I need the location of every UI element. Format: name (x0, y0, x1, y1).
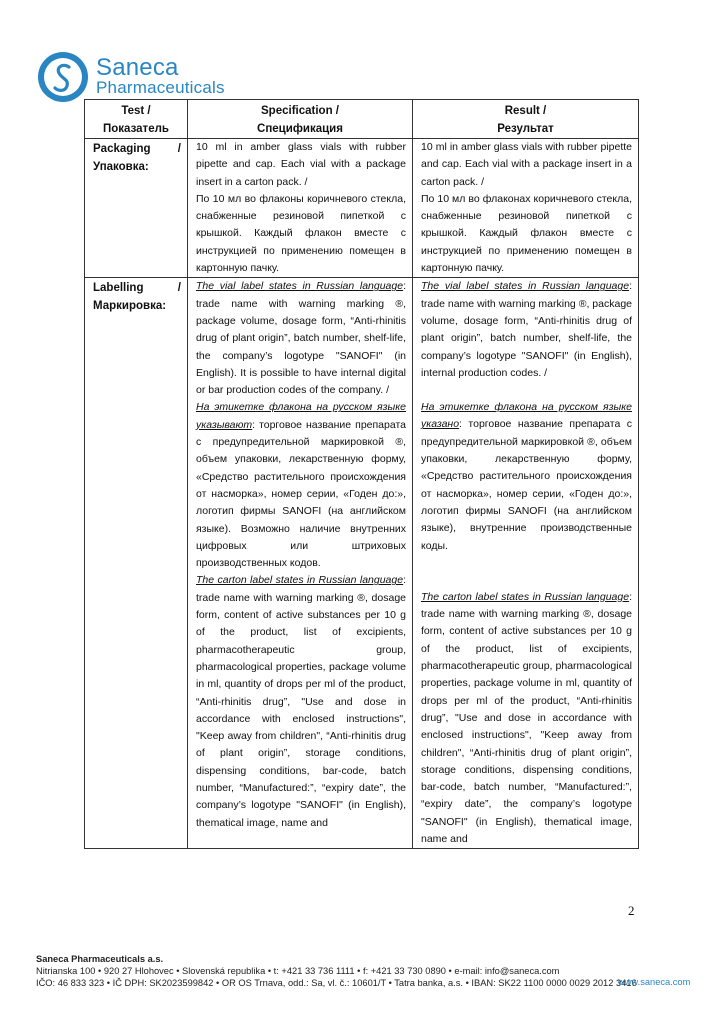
test-packaging: Packaging / Упаковка: (85, 139, 188, 278)
spec-vial-ru: На этикетке флакона на русском языке указывают: торговое название препарата с предупредительной маркировкой ®, объем упаковки, лекарственную форму, «Средство растительного происхождения от насморка», номер серии, «Годен до:», логотип фирмы SANOFI (на английском языке). Возможно наличие внутренних цифровых или штриховых производственных кодов. (196, 401, 406, 570)
footer-company: Saneca Pharmaceuticals a.s. (36, 954, 164, 964)
result-labelling (413, 278, 639, 849)
result-vial-en: The vial label states in Russian language: trade name with warning marking ®, package volume, dosage form, “Anti-rhinitis drug of plant origin”, batch number, shelf-life, the company’s logotype "SANOFI" (in English), internal production codes. / (421, 280, 632, 379)
spec-vial-en: The vial label states in Russian language: trade name with warning marking ®, package volume, dosage form, “Anti-rhinitis drug of plant origin”, batch number, shelf-life, the company’s logotype "SANOFI" (in English). It is possible to have internal digital or bar production codes of the company. / (196, 280, 406, 397)
company-subtitle: Pharmaceuticals (96, 78, 225, 97)
spec-carton: The carton label states in Russian language: trade name with warning marking ®, dosage form, content of active substances per 10 g of the product, list of excipients, pharmacotherapeutic group, pharmacological properties, package volume in ml, quantity of drops per ml of the product, “Anti-rhinitis drug”, "Use and dose in accordance with enclosed instructions", "Keep away from children", “Anti-rhinitis drug of plant origin”, storage conditions, dispensing conditions, bar-code, batch number, “Manufactured:”, “expiry date”, the company’s logotype "SANOFI" (in English), thematical image, name and (196, 574, 406, 829)
footer (36, 953, 637, 989)
footer-address: Nitrianska 100 • 920 27 Hlohovec • Slovenská republika • t: +421 33 736 1111 • f: +421 33 730 0890 • e-mail: info@saneca.com (36, 966, 560, 976)
table-row-labelling (85, 278, 639, 849)
result-vial-ru: На этикетке флакона на русском языке указано: торговое название препарата с предупредительной маркировкой ®, объем упаковки, лекарственную форму, «Средство растительного происхождения от насморка», номер серии, «Годен до:», логотип фирмы SANOFI (на английском языке), внутренние производственные коды. (421, 401, 632, 552)
footer-website-link[interactable]: www.saneca.com (618, 977, 691, 987)
company-name: Saneca (96, 54, 179, 81)
result-packaging: 10 ml in amber glass vials with rubber pipette and cap. Each vial with a package insert in a carton pack. / По 10 мл во флаконах коричневого стекла, снабженные резиновой пипеткой с крышкой. Каждый флакон вместе с инструкцией по применению помещен в картонную пачку. (413, 139, 639, 278)
result-carton: The carton label states in Russian language: trade name with warning marking ®, dosage form, content of active substances per 10 g of the product, list of excipients, pharmacotherapeutic group, pharmacological properties, package volume in ml, quantity of drops per ml of the product, “Anti-rhinitis drug”, "Use and dose in accordance with enclosed instructions", "Keep away from children", “Anti-rhinitis drug of plant origin”, storage conditions, dispensing conditions, bar-code, batch number, “Manufactured:”, “expiry date”, the company’s logotype "SANOFI" (in English), thematical image, name and (421, 590, 632, 845)
saneca-logo-icon (36, 50, 90, 104)
footer-registration: IČO: 46 833 323 • IČ DPH: SK2023599842 • OR OS Trnava, odd.: Sa, vl. č.: 10601/T • Tatra banka, a.s. • IBAN: SK22 1100 0000 0029 2012 3416 (36, 978, 637, 988)
page-number: 2 (628, 903, 635, 918)
table-header-row (85, 100, 639, 139)
spec-packaging: 10 ml in amber glass vials with rubber pipette and cap. Each vial with a package insert in a carton pack. / По 10 мл во флаконы коричневого стекла, снабженные резиновой пипеткой с крышкой. Каждый флакон вместе с инструкцией по применению помещен в картонную пачку. (188, 139, 413, 278)
specification-table (84, 99, 639, 849)
test-labelling: Labelling / Маркировка: (85, 278, 188, 849)
table-row-packaging (85, 139, 639, 278)
spec-labelling (188, 278, 413, 849)
saneca-logo (36, 50, 256, 100)
header-result: Result / Результат (413, 100, 639, 139)
header-test: Test / Показатель (85, 100, 188, 139)
header-specification: Specification / Спецификация (188, 100, 413, 139)
